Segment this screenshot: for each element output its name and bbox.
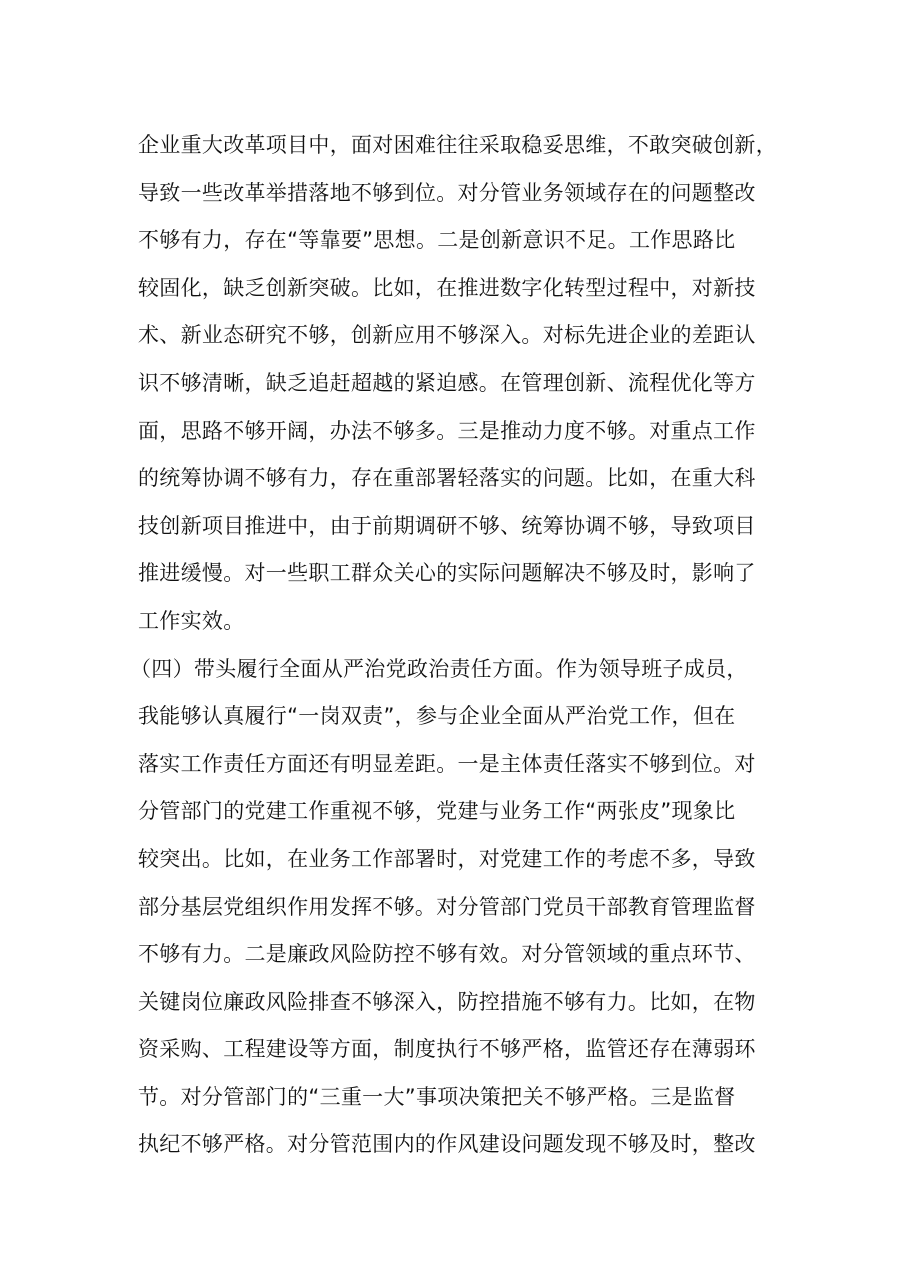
body-text: [130, 122, 798, 1169]
text-line: 部分基层党组织作用发挥不够。对分管部门党员干部教育管理监督: [138, 894, 756, 919]
text-line: 导致一些改革举措落地不够到位。对分管业务领域存在的问题整改: [138, 180, 756, 205]
section-heading-line: （四）带头履行全面从严治党政治责任方面。作为领导班子成员，: [130, 656, 748, 681]
text-line: 节。对分管部门的“三重一大”事项决策把关不够严格。三是监督: [138, 1084, 736, 1109]
text-line: 关键岗位廉政风险排查不够深入，防控措施不够有力。比如，在物: [138, 989, 756, 1014]
text-line: 推进缓慢。对一些职工群众关心的实际问题解决不够及时，影响了: [138, 561, 756, 586]
text-line: 较突出。比如，在业务工作部署时，对党建工作的考虑不多，导致: [138, 846, 756, 871]
text-line: 识不够清晰，缺乏追赶超越的紧迫感。在管理创新、流程优化等方: [138, 370, 756, 395]
text-line: 落实工作责任方面还有明显差距。一是主体责任落实不够到位。对: [138, 751, 756, 776]
text-line: 不够有力，存在“等靠要”思想。二是创新意识不足。工作思路比: [138, 228, 736, 253]
text-line: 的统筹协调不够有力，存在重部署轻落实的问题。比如，在重大科: [138, 466, 756, 491]
text-line: 资采购、工程建设等方面，制度执行不够严格，监管还存在薄弱环: [138, 1037, 756, 1062]
text-line: 执纪不够严格。对分管范围内的作风建设问题发现不够及时，整改: [138, 1132, 756, 1157]
text-line: 企业重大改革项目中，面对困难往往采取稳妥思维，不敢突破创新，: [138, 133, 777, 157]
text-line: 技创新项目推进中，由于前期调研不够、统筹协调不够，导致项目: [138, 513, 756, 538]
text-line: 术、新业态研究不够，创新应用不够深入。对标先进企业的差距认: [138, 323, 756, 348]
text-line: 面，思路不够开阔，办法不够多。三是推动力度不够。对重点工作: [138, 418, 756, 443]
text-line: 不够有力。二是廉政风险防控不够有效。对分管领域的重点环节、: [138, 942, 756, 967]
text-line: 分管部门的党建工作重视不够，党建与业务工作“两张皮”现象比: [138, 799, 736, 824]
text-line: 工作实效。: [138, 608, 245, 633]
text-line: 我能够认真履行“一岗双责”，参与企业全面从严治党工作，但在: [138, 704, 736, 729]
text-line: 较固化，缺乏创新突破。比如，在推进数字化转型过程中，对新技: [138, 275, 756, 300]
